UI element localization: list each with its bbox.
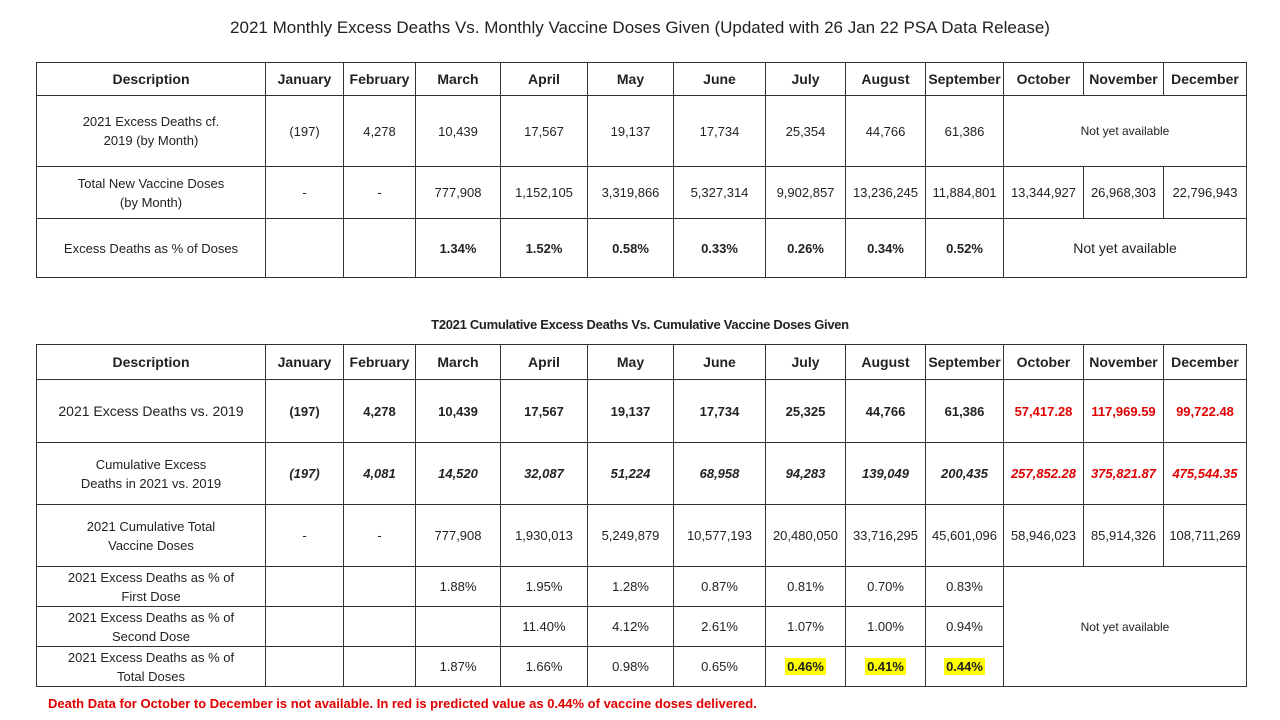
header-cell: May <box>588 63 674 96</box>
cell: 61,386 <box>926 380 1004 443</box>
cell: 0.94% <box>926 607 1004 647</box>
predicted-cell: 57,417.28 <box>1004 380 1084 443</box>
header-cell: June <box>674 63 766 96</box>
cell <box>266 567 344 607</box>
footnote: Death Data for October to December is not available. In red is predicted value as 0.44% of vaccine doses delivered. <box>48 696 757 711</box>
row-label: 2021 Cumulative Total Vaccine Doses <box>37 505 266 567</box>
cell: 1.34% <box>416 219 501 278</box>
cell: 32,087 <box>501 443 588 505</box>
cell: - <box>344 167 416 219</box>
cell: 108,711,269 <box>1164 505 1247 567</box>
cell: (197) <box>266 380 344 443</box>
cell: 61,386 <box>926 96 1004 167</box>
cell: 58,946,023 <box>1004 505 1084 567</box>
header-cell: July <box>766 63 846 96</box>
cell: 0.33% <box>674 219 766 278</box>
cell <box>266 219 344 278</box>
cell: 5,249,879 <box>588 505 674 567</box>
cell: 19,137 <box>588 96 674 167</box>
cell: 85,914,326 <box>1084 505 1164 567</box>
highlighted-value: 0.44% <box>946 659 983 674</box>
cell: 0.58% <box>588 219 674 278</box>
not-available-cell: Not yet available <box>1004 567 1247 687</box>
header-cell: December <box>1164 345 1247 380</box>
cell: - <box>266 505 344 567</box>
cell <box>266 647 344 687</box>
cell: 25,325 <box>766 380 846 443</box>
header-cell: December <box>1164 63 1247 96</box>
cell: 1,152,105 <box>501 167 588 219</box>
header-cell: January <box>266 345 344 380</box>
table-row <box>37 167 1247 219</box>
cell: 4,278 <box>344 96 416 167</box>
cell <box>846 647 926 687</box>
table-row <box>37 505 1247 567</box>
cell: 19,137 <box>588 380 674 443</box>
header-cell: November <box>1084 63 1164 96</box>
cell: 17,567 <box>501 96 588 167</box>
cell: 1.87% <box>416 647 501 687</box>
row-label: Excess Deaths as % of Doses <box>37 219 266 278</box>
table2-title: T2021 Cumulative Excess Deaths Vs. Cumulative Vaccine Doses Given <box>431 317 849 332</box>
cell: 44,766 <box>846 96 926 167</box>
cell: 777,908 <box>416 167 501 219</box>
header-cell: October <box>1004 345 1084 380</box>
cell: - <box>266 167 344 219</box>
cell: 20,480,050 <box>766 505 846 567</box>
cell: 10,439 <box>416 380 501 443</box>
cell: 26,968,303 <box>1084 167 1164 219</box>
cell: 4.12% <box>588 607 674 647</box>
cell: 13,236,245 <box>846 167 926 219</box>
header-cell: May <box>588 345 674 380</box>
cell: 0.70% <box>846 567 926 607</box>
cell: 25,354 <box>766 96 846 167</box>
cell: 0.26% <box>766 219 846 278</box>
header-cell: July <box>766 345 846 380</box>
cell: 17,734 <box>674 96 766 167</box>
table-row <box>37 96 1247 167</box>
predicted-cell: 375,821.87 <box>1084 443 1164 505</box>
cell: 3,319,866 <box>588 167 674 219</box>
header-cell: October <box>1004 63 1084 96</box>
row-label: 2021 Excess Deaths as % of First Dose <box>37 567 266 607</box>
header-cell: April <box>501 63 588 96</box>
header-cell: Description <box>37 63 266 96</box>
cell: 1.52% <box>501 219 588 278</box>
cell: 17,567 <box>501 380 588 443</box>
cell: 4,081 <box>344 443 416 505</box>
cell: 1.66% <box>501 647 588 687</box>
cell: (197) <box>266 443 344 505</box>
predicted-cell: 257,852.28 <box>1004 443 1084 505</box>
header-cell: August <box>846 63 926 96</box>
row-label: 2021 Excess Deaths cf. 2019 (by Month) <box>37 96 266 167</box>
cell: 777,908 <box>416 505 501 567</box>
cell <box>344 219 416 278</box>
cell: 94,283 <box>766 443 846 505</box>
cell: (197) <box>266 96 344 167</box>
cell <box>766 647 846 687</box>
not-available-cell: Not yet available <box>1004 219 1247 278</box>
cell: 44,766 <box>846 380 926 443</box>
cell: 33,716,295 <box>846 505 926 567</box>
header-cell: March <box>416 63 501 96</box>
header-cell: November <box>1084 345 1164 380</box>
cell: 5,327,314 <box>674 167 766 219</box>
highlighted-value: 0.41% <box>867 659 904 674</box>
cell: 45,601,096 <box>926 505 1004 567</box>
cell <box>344 567 416 607</box>
highlighted-value: 0.46% <box>787 659 824 674</box>
cumulative-table <box>36 344 1247 687</box>
header-cell: January <box>266 63 344 96</box>
row-label: 2021 Excess Deaths vs. 2019 <box>37 380 266 443</box>
cell: 51,224 <box>588 443 674 505</box>
table-row <box>37 380 1247 443</box>
header-cell: August <box>846 345 926 380</box>
header-cell: September <box>926 345 1004 380</box>
cell: 9,902,857 <box>766 167 846 219</box>
header-cell: March <box>416 345 501 380</box>
predicted-cell: 117,969.59 <box>1084 380 1164 443</box>
table-row <box>37 443 1247 505</box>
header-cell: Description <box>37 345 266 380</box>
cell: 10,439 <box>416 96 501 167</box>
row-label: 2021 Excess Deaths as % of Total Doses <box>37 647 266 687</box>
cell: 0.34% <box>846 219 926 278</box>
cell: 1.88% <box>416 567 501 607</box>
header-cell: June <box>674 345 766 380</box>
cell: 200,435 <box>926 443 1004 505</box>
cell: 11,884,801 <box>926 167 1004 219</box>
cell <box>266 607 344 647</box>
table1-header-row <box>37 63 1247 96</box>
cell: 0.87% <box>674 567 766 607</box>
cell: 1.95% <box>501 567 588 607</box>
cell <box>344 607 416 647</box>
cell: 1.00% <box>846 607 926 647</box>
monthly-table <box>36 62 1247 278</box>
cell: 10,577,193 <box>674 505 766 567</box>
cell: 0.83% <box>926 567 1004 607</box>
cell: 0.52% <box>926 219 1004 278</box>
cell: 14,520 <box>416 443 501 505</box>
cell: 1.28% <box>588 567 674 607</box>
cell: - <box>344 505 416 567</box>
row-label: Total New Vaccine Doses (by Month) <box>37 167 266 219</box>
cell: 0.81% <box>766 567 846 607</box>
cell: 2.61% <box>674 607 766 647</box>
cell: 1.07% <box>766 607 846 647</box>
table-row <box>37 219 1247 278</box>
cell: 68,958 <box>674 443 766 505</box>
header-cell: September <box>926 63 1004 96</box>
cell: 11.40% <box>501 607 588 647</box>
cell: 0.98% <box>588 647 674 687</box>
table1-title: 2021 Monthly Excess Deaths Vs. Monthly Vaccine Doses Given (Updated with 26 Jan 22 PSA Data Release) <box>230 18 1050 37</box>
cell: 4,278 <box>344 380 416 443</box>
header-cell: February <box>344 63 416 96</box>
cell: 139,049 <box>846 443 926 505</box>
cell <box>344 647 416 687</box>
table-row <box>37 567 1247 607</box>
not-available-cell: Not yet available <box>1004 96 1247 167</box>
header-cell: February <box>344 345 416 380</box>
cell: 1,930,013 <box>501 505 588 567</box>
cell: 0.65% <box>674 647 766 687</box>
row-label: Cumulative Excess Deaths in 2021 vs. 2019 <box>37 443 266 505</box>
predicted-cell: 99,722.48 <box>1164 380 1247 443</box>
cell: 13,344,927 <box>1004 167 1084 219</box>
header-cell: April <box>501 345 588 380</box>
cell: 17,734 <box>674 380 766 443</box>
cell <box>926 647 1004 687</box>
table2-header-row <box>37 345 1247 380</box>
cell: 22,796,943 <box>1164 167 1247 219</box>
predicted-cell: 475,544.35 <box>1164 443 1247 505</box>
cell <box>416 607 501 647</box>
row-label: 2021 Excess Deaths as % of Second Dose <box>37 607 266 647</box>
